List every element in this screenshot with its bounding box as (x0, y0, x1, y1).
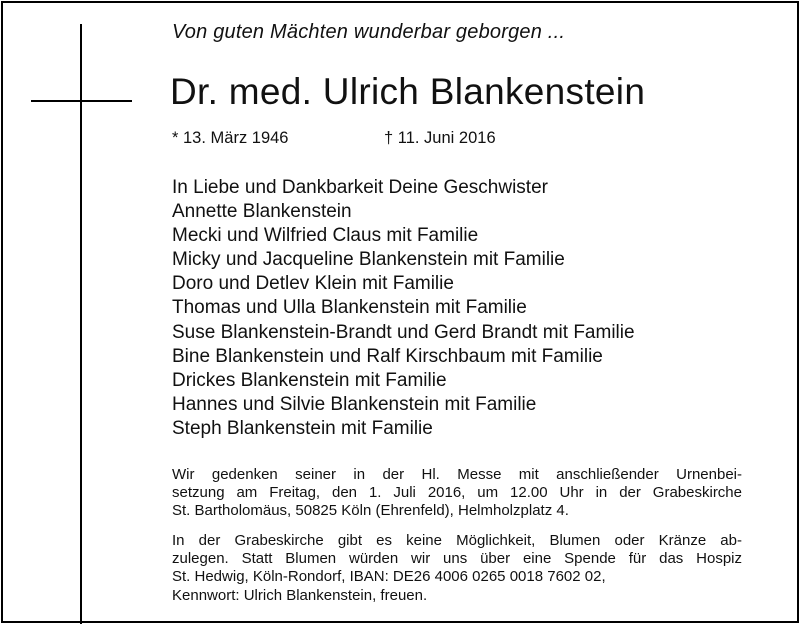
list-item: Hannes und Silvie Blankenstein mit Familie (172, 393, 537, 415)
cross-icon-vertical (80, 24, 82, 624)
service-line: St. Bartholomäus, 50825 Köln (Ehrenfeld), Helmholzplatz 4. (172, 502, 569, 520)
service-line: setzung am Freitag, den 1. Juli 2016, um 12.00 Uhr in der Grabeskirche (172, 484, 742, 502)
list-item: Steph Blankenstein mit Familie (172, 417, 433, 439)
list-item: Suse Blankenstein-Brandt und Gerd Brandt mit Familie (172, 321, 635, 343)
list-item: Thomas und Ulla Blankenstein mit Familie (172, 297, 527, 319)
birth-date: * 13. März 1946 (172, 129, 289, 147)
donation-line: In der Grabeskirche gibt es keine Möglichkeit, Blumen oder Kränze ab- (172, 532, 742, 549)
donation-line: St. Hedwig, Köln-Rondorf, IBAN: DE26 4006 0265 0018 7602 02, (172, 568, 606, 586)
mourners-list (172, 176, 635, 441)
cross-icon-horizontal (31, 100, 132, 102)
list-item: Micky und Jacqueline Blankenstein mit Familie (172, 249, 565, 271)
deceased-name: Dr. med. Ulrich Blankenstein (170, 71, 646, 112)
list-item: Annette Blankenstein (172, 201, 352, 223)
motto: Von guten Mächten wunderbar geborgen ... (172, 21, 566, 43)
service-paragraph (172, 466, 742, 521)
list-item: In Liebe und Dankbarkeit Deine Geschwister (172, 177, 548, 198)
death-date: † 11. Juni 2016 (384, 129, 496, 147)
list-item: Mecki und Wilfried Claus mit Familie (172, 225, 479, 247)
list-item: Bine Blankenstein und Ralf Kirschbaum mit Familie (172, 345, 603, 367)
donation-line: zulegen. Statt Blumen würden wir uns über eine Spende für das Hospiz (172, 550, 742, 568)
list-item: Drickes Blankenstein mit Familie (172, 369, 447, 391)
service-line: Wir gedenken seiner in der Hl. Messe mit anschließender Urnenbei- (172, 466, 742, 483)
list-item: Doro und Detlev Klein mit Familie (172, 273, 454, 295)
donation-paragraph (172, 532, 742, 605)
donation-line: Kennwort: Ulrich Blankenstein, freuen. (172, 586, 428, 604)
